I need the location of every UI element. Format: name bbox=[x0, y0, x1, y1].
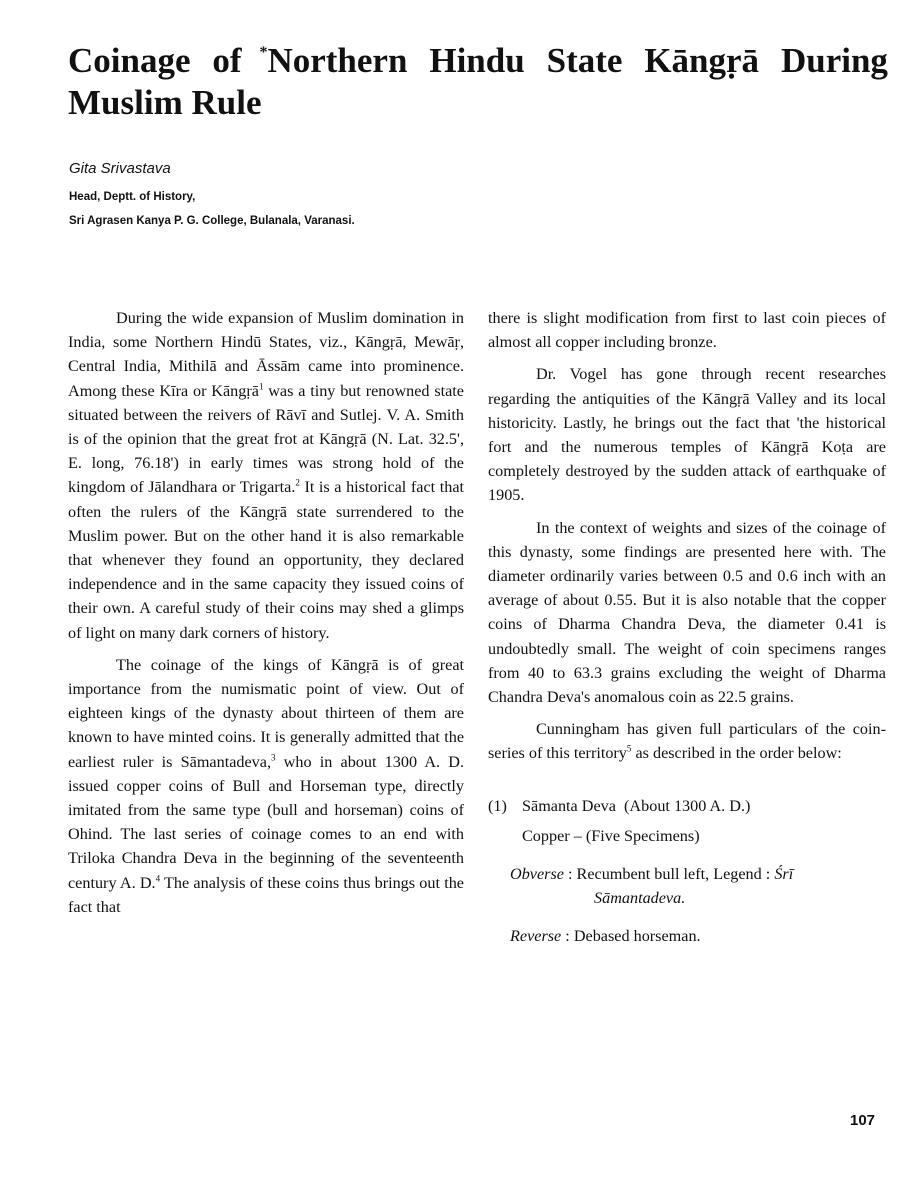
footnote-ref: 2 bbox=[295, 478, 300, 489]
coin-metal: Copper – (Five Specimens) bbox=[522, 826, 700, 845]
paragraph-5: In the context of weights and sizes of the coinage of this dynasty, some findings are presented here with. The diameter ordinarily varies between 0.5 and 0.6 inch with an average of about 0.55. But it is also notable that the copper coins of Dharma Chandra Deva, the diameter 0.41 is undoubtedly small. The weight of coin specimens ranges from 40 to 63.3 grains excluding the weight of Dharma Chandra Deva's anomalous coin as 22.5 grains. bbox=[488, 518, 886, 707]
coin-ruler: Sāmanta Deva bbox=[522, 796, 616, 815]
obverse-legend-1: Śrī bbox=[774, 865, 794, 884]
coin-entry-number: (1) bbox=[488, 796, 507, 815]
article-title bbox=[68, 40, 888, 124]
coin-date: (About 1300 A. D.) bbox=[624, 796, 751, 815]
paragraph-3: there is slight modification from first to last coin pieces of almost all copper including bronze. bbox=[488, 309, 886, 352]
reverse-text: Debased horseman. bbox=[573, 927, 701, 946]
coin-entry bbox=[488, 794, 886, 949]
footnote-ref: 4 bbox=[155, 873, 161, 884]
title-word: State bbox=[546, 41, 623, 80]
author-name: Gita Srivastava bbox=[69, 160, 171, 177]
title-word: *Northern bbox=[259, 41, 408, 80]
paragraph-1: During the wide expansion of Muslim domination in India, some Northern Hindū States, viz., Kāngṛā, Mewāṛ, Central India, Mithilā and Āssām came into prominence. Among these Kīra or Kāngṛā$^1$ was a tiny but renowned state situated between the reivers of Rāvī and Sutlej. V. A. Smith is of the opinion that the great frot at Kāngṛā (N. Lat. 32.5', E. long, 76.18') in early times was strong hold of the kingdom of Jālandhara or Trigarta.$^2$ It is a historical fact that often the rulers of the Kāngṛā state surrendered to the Muslim power. But on the other hand it is also remarkable that whenever they found an opportunity, they declared independence and in the same capacity they issued coins of their own. A careful study of their coins may shed a glimps of light on many dark corners of history. bbox=[68, 309, 464, 642]
paragraph-6: Cunningham has given full particulars of the coin-series of this territory$^5$ as described in the order below: bbox=[488, 720, 886, 763]
footnote-ref: 3 bbox=[271, 752, 276, 763]
page-number: 107 bbox=[850, 1112, 876, 1129]
footnote-ref: 1 bbox=[258, 381, 264, 392]
title-line-1 bbox=[68, 40, 888, 82]
left-column bbox=[68, 306, 464, 927]
title-word: Hindu bbox=[429, 41, 525, 80]
obverse-text: Recumbent bull left, Legend : bbox=[576, 865, 771, 884]
title-line-2: Muslim Rule bbox=[68, 83, 262, 122]
author-position: Head, Deptt. of History, bbox=[69, 191, 196, 203]
coin-entry-heading bbox=[488, 794, 886, 818]
obverse-label: Obverse bbox=[510, 865, 564, 884]
reverse-label: Reverse bbox=[510, 927, 562, 946]
right-column bbox=[488, 306, 886, 949]
footnote-ref: 5 bbox=[626, 744, 632, 755]
title-word: Coinage bbox=[68, 41, 191, 80]
coin-obverse: Obverse : Recumbent bull left, Legend : Śrī Sāmantadeva. bbox=[488, 862, 886, 910]
paragraph-2: The coinage of the kings of Kāngṛā is of great importance from the numismatic point of view. Out of eighteen kings of the dynasty about thirteen of them are known to have minted coins. It is generally admitted that the earliest ruler is Sāmantadeva,$^3$ who in about 1300 A. D. issued copper coins of Bull and Horseman type, directly imitated from the same type (bull and horseman) coins of Ohind. The last series of coinage comes to an end with Triloka Chandra Deva in the beginning of the seventeenth century A. D.$^4$ The analysis of these coins thus brings out the fact that bbox=[68, 655, 465, 916]
title-word: of bbox=[212, 41, 242, 80]
title-footnote-mark: * bbox=[259, 44, 268, 61]
paragraph-4: Dr. Vogel has gone through recent researches regarding the antiquities of the Kāngṛā Valley and its local historicity. Lastly, he brings out the fact that 'the historical fort and the numerous temples of Kāngṛā Koṭa are completely destroyed by the sudden attack of earthquake of 1905. bbox=[488, 365, 886, 505]
author-institution: Sri Agrasen Kanya P. G. College, Bulanala, Varanasi. bbox=[69, 215, 355, 227]
obverse-legend-2: Sāmantadeva. bbox=[594, 889, 686, 908]
coin-reverse: Reverse : Debased horseman. bbox=[510, 927, 701, 946]
title-word: During bbox=[780, 41, 888, 80]
title-word: Kāngṛā bbox=[644, 41, 760, 80]
